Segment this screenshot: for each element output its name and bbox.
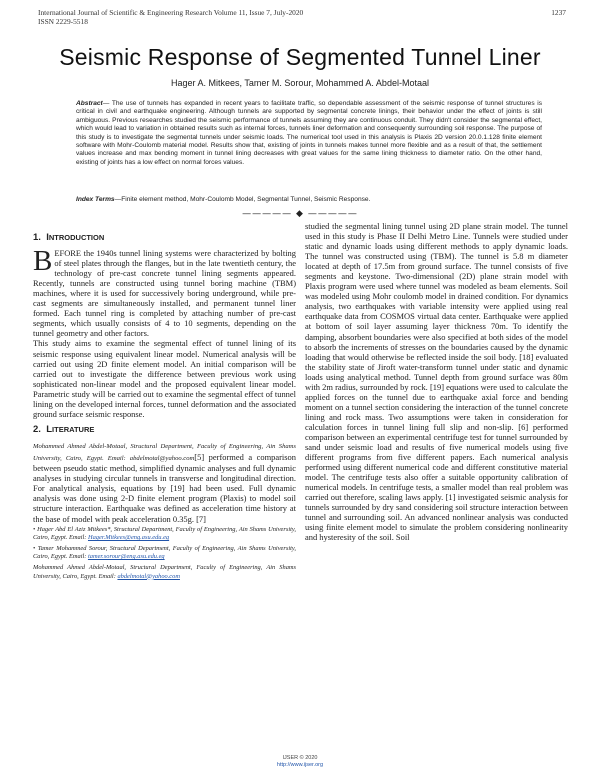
footnote-3: Mohammed Ahmed Abdel-Motaal, Structural Department, Faculty of Engineering, Ain Shams University, Cairo, Egypt. Email: abdelmotal@yahoo.com	[33, 563, 296, 580]
drop-cap: B	[33, 245, 53, 278]
intro-paragraph-1: BEFORE the 1940s tunnel lining systems were characterized by bolting of steel plates through the flanges, but in the late twentieth century, the technology of pre-cast concrete tunnel lining segments appeared. Recently, tunnels are constructed using tunnel boring machine (TBM) machines, where it is used for successively boring underground, while pre-cast segments are simultaneously installed, and permanent tunnel liner formed. Each tunnel ring is completed by attaching number of pre-cast segments, which usually consists of 4 to 10 segments, depending on the tunnel geometry and other factors.	[33, 245, 296, 339]
intro-paragraph-2: This study aims to examine the segmental effect of tunnel lining of its seismic response using equivalent linear model. Numerical analysis will be carried out using 2D finite element model. An initial comparison will be carried out to investigate the difference between previous work using sophisticated non-linear model and the proposed equivalent linear model. Parametric study will be carried out to examine the segmental effect of tunnel lining on the developed internal forces, tunnel deformation and the associated ground surface seismic response.	[33, 338, 296, 419]
author-list: Hager A. Mitkees, Tamer M. Sorour, Mohammed A. Abdel-Motaal	[171, 78, 429, 88]
inline-author-note: Mohammed Ahmed Abdel-Motaal, Structural Department, Faculty of Engineering, Ain Shams University, Cairo, Egypt. Email: abdelmotal@yahoo.com	[33, 442, 296, 462]
abstract-text: — The use of tunnels has expanded in recent years to facilitate traffic, so dependable assessment of the seismic response of tunnel structures is critical in civil and earthquake engineering. Although tunnels are supported by segmental concrete linings, their behavior under the effect of joints is still ambiguous. Previous researches studied the seismic performance of tunnels assuming they are continuous conduit. They didn't consider the segmental effect, which would lead to variation in obtained results such as internal forces, tunnels liner deformation and consequently surrounding soil response. The purpose of this study is to investigate the segmental tunnels under seismic loads. The numerical tool used in this analysis is Plaxis 2D version 20.0.1.128 finite element software with Mohr-Coulomb material model. Results show that, existing of joints in tunnels makes tunnel more flexible and as a result of that, the settlement values increase and max bending moment in tunnel lining decreases with great values for the same lining thickness to diameter ratio. On the other hand, existing of joints has a low effect on normal forces values.	[76, 100, 542, 166]
footnote-1: • Hager Abd El Aziz Mitkees*, Structural Department, Faculty of Engineering, Ain Shams University, Cairo, Egypt. Email: Hager.Mitkees@eng.asu.edu.eg	[33, 525, 296, 542]
footnote-email-link[interactable]: tamer.sorour@eng.asu.edu.eg	[87, 553, 165, 561]
index-terms-label: Index Terms	[76, 196, 115, 203]
paper-title: Seismic Response of Segmented Tunnel Liner	[59, 44, 541, 70]
literature-paragraph: Mohammed Ahmed Abdel-Motaal, Structural Department, Faculty of Engineering, Ain Shams University, Cairo, Egypt. Email: abdelmotal@yahoo.com[5] performed a comparison between pseudo static method, simplified dynamic analyses and full dynamic analyses in studying circular tunnels in transverse and longitudinal direction. For analytical analysis, equations by [19] had been used. Full dynamic analysis was done using 2-D finite element program (Plaxis) to model soil structure interaction. Earthquake was defined as acceleration time history at the base of model with peak acceleration 0.35g. [7]	[33, 442, 296, 524]
abstract	[76, 100, 542, 167]
left-column	[33, 233, 296, 581]
section-divider: ————— ◆ —————	[242, 209, 358, 219]
section-heading-introduction: 1. INTRODUCTION	[33, 232, 105, 243]
page-footer	[0, 755, 600, 769]
journal-line: International Journal of Scientific & Engineering Research Volume 11, Issue 7, July-2020	[38, 8, 304, 17]
right-column-text: studied the segmental lining tunnel using 2D plane strain model. The tunnel used in this study is Phase II Delhi Metro Line. Tunnels were studied under static and dynamic loads using different methods to apply dynamic loads. The tunnel was constructed using (TBM). The tunnel is 5.8 m diameter located at depth of 17.5m from ground surface. The tunnel consists of five segments and keystone. Two-dimensional (2D) plane strain model with Plaxis program were used where tunnel was modeled as beam elements. Soil was modeled using Mohr coulomb model in drained condition. For dynamics analysis, two earthquakes with variable intensity were applied using real earthquake data from COSMOS virtual data center. Earthquake were applied at bottom of soil layer assuming layer thickness 70m. To identify the damping, absorbent boundaries were also specified at both sides of the model to absorb the increments of stresses on the boundaries caused by the dynamic loading that would otherwise be reflected inside the soil body. [18] evaluated the stability state of Jiroft water-transform tunnel under static and dynamic loads using analytical method. Tunnel depth from ground surface was 80m with 2m radius, surrounded by rock. [19] equations were used to calculate the applied forces on the tunnel due to earthquake axial force and bending moment on a tunnel section considering the interaction of the tunnel concrete lining and rock mass. Two assumptions were taken in consideration for calculation forces in tunnel lining full slip and non-slip. [6] performed comparison between an experimental centrifuge test for tunnel surrounded by sand under seismic load and results of five numerical models using five different programs from five different papers. Each numerical analysis performed using different numerical code and different constitutive material model. The centrifuge tests also offer a suitable opportunity calibration of numerical models. In centrifuge tests, a smaller model than real problem was carried out therefore, scaling laws apply. [1] investigated seismic analysis for tunnels surrounded by dry sand considering soil structure interaction between tunnel and surrounding soil. An advanced nonlinear analysis was conducted using finite element model to simulate the problem considering nonlinearity and hysteresity of the soil. Soil	[305, 221, 568, 543]
journal-url-link[interactable]: http://www.ijser.org	[276, 762, 324, 768]
index-terms-text: —Finite element method, Mohr-Coulomb Model, Segmental Tunnel, Seismic Response.	[114, 196, 371, 203]
footnote-email-link[interactable]: abdelmotal@yahoo.com	[117, 572, 180, 580]
page-number: 1237	[551, 8, 566, 17]
issn-line: ISSN 2229-5518	[38, 17, 88, 26]
section-heading-literature: 2. LITERATURE	[33, 423, 95, 435]
abstract-label: Abstract	[76, 100, 103, 107]
index-terms	[76, 196, 542, 204]
footnote-email-link[interactable]: Hager.Mitkees@eng.asu.edu.eg	[87, 534, 170, 542]
footnote-2: • Tamer Mohammed Sorour, Structural Department, Faculty of Engineering, Ain Shams University, Cairo, Egypt. Email: tamer.sorour@eng.asu.edu.eg	[33, 544, 296, 561]
copyright: IJSER © 2020	[282, 755, 318, 761]
running-header	[38, 8, 566, 26]
right-column	[305, 221, 568, 543]
